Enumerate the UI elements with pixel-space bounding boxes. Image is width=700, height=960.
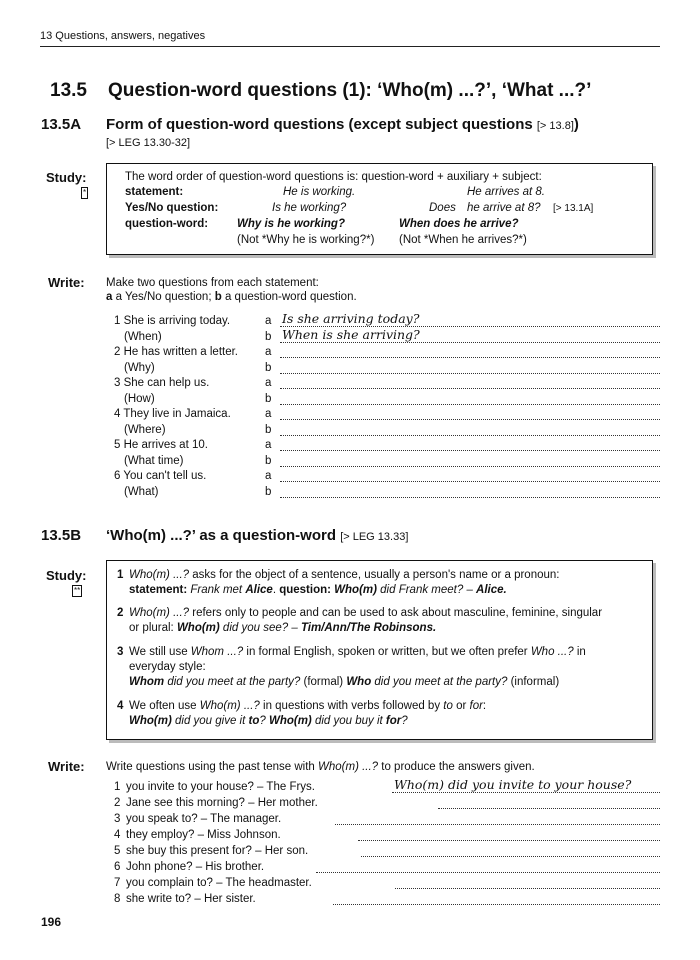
write-label-a: Write: bbox=[48, 275, 85, 290]
statement-example-2: He arrives at 8. bbox=[467, 186, 545, 198]
part-b-heading bbox=[41, 527, 408, 544]
exercise-b-number: 4 bbox=[114, 829, 121, 841]
difficulty-star-icon: ** bbox=[74, 586, 81, 595]
exercise-a-letter: b bbox=[265, 392, 272, 405]
exercise-b-line bbox=[114, 829, 660, 844]
exercise-b-number: 2 bbox=[114, 797, 121, 809]
yesno-label: Yes/No question: bbox=[125, 202, 219, 214]
answer-blank[interactable] bbox=[280, 470, 660, 482]
study-b-point-4: 4 We often use Who(m) ...? in questions with verbs followed by to or for: Who(m) did you give it to? Who(m) did you buy it for? bbox=[117, 700, 487, 727]
answer-blank[interactable] bbox=[358, 829, 660, 841]
question-word-label: question-word: bbox=[125, 218, 209, 230]
study-label-b: Study: bbox=[46, 568, 87, 583]
page-number: 196 bbox=[41, 915, 62, 929]
exercise-a-cue: (When) bbox=[124, 330, 162, 343]
header-rule bbox=[40, 46, 660, 47]
answer-blank[interactable] bbox=[280, 393, 660, 405]
part-a-heading bbox=[41, 116, 579, 133]
study-a-intro: The word order of question-word questions is: question-word + auxiliary + subject: bbox=[125, 171, 542, 183]
exercise-a-line bbox=[114, 470, 660, 485]
part-b-ref: [> LEG 13.33] bbox=[340, 531, 409, 543]
handwritten-answer: Who(m) did you invite to your house? bbox=[394, 777, 632, 792]
exercise-a-letter: a bbox=[265, 346, 272, 358]
exercise-a-cue: (Where) bbox=[124, 423, 166, 436]
exercise-a-letter: b bbox=[265, 454, 272, 467]
exercise-a-letter: b bbox=[265, 485, 272, 498]
exercise-a-line bbox=[114, 377, 660, 392]
exercise-a-statement: 5 He arrives at 10. bbox=[114, 439, 208, 451]
answer-blank[interactable] bbox=[280, 408, 660, 420]
part-a-ref: [> 13.8] bbox=[536, 120, 574, 132]
exercise-a-statement: 6 You can't tell us. bbox=[114, 470, 207, 482]
yesno-example-1: Is he working? bbox=[272, 202, 347, 214]
study-b-point-1: 1 Who(m) ...? asks for the object of a sentence, usually a person's name or a pronoun: statement: Frank met Alice. question: Who(m) did Frank meet? – Alice. bbox=[117, 569, 560, 596]
exercise-a-line bbox=[114, 362, 660, 377]
statement-example-1: He is working. bbox=[283, 186, 356, 198]
exercise-b-prompt: she buy this present for? – Her son. bbox=[126, 845, 309, 857]
part-a-title: Form of question-word questions (except subject questions bbox=[106, 116, 533, 133]
exercise-a-letter: a bbox=[265, 377, 272, 389]
exercise-a-line bbox=[114, 455, 660, 470]
answer-blank[interactable] bbox=[280, 486, 660, 498]
exercise-a-letter: a bbox=[265, 408, 272, 420]
exercise-a-cue: (How) bbox=[124, 392, 155, 405]
handwritten-answer: Is she arriving today? bbox=[282, 311, 420, 326]
exercise-a-letter: a bbox=[265, 315, 272, 327]
exercise-b-number: 8 bbox=[114, 893, 121, 905]
exercise-a-statement: 3 She can help us. bbox=[114, 377, 210, 389]
exercise-a-letter: a bbox=[265, 439, 272, 451]
study-box-b bbox=[106, 560, 653, 740]
exercise-b-prompt: you complain to? – The headmaster. bbox=[126, 877, 312, 889]
statement-label: statement: bbox=[125, 186, 184, 198]
difficulty-star-icon: * bbox=[83, 188, 87, 197]
part-a-leg-ref: [> LEG 13.30-32] bbox=[106, 137, 191, 149]
section-number: 13.5 bbox=[50, 80, 87, 101]
answer-blank[interactable] bbox=[280, 424, 660, 436]
exercise-b-number: 7 bbox=[114, 877, 121, 889]
exercise-a-letter: b bbox=[265, 361, 272, 374]
answer-blank[interactable] bbox=[333, 893, 660, 905]
part-b-title: ‘Who(m) ...?’ as a question-word bbox=[106, 527, 337, 544]
answer-blank[interactable] bbox=[280, 439, 660, 451]
part-b-number: 13.5B bbox=[41, 527, 82, 544]
answer-blank[interactable] bbox=[280, 377, 660, 389]
exercise-b-prompt: you invite to your house? – The Frys. bbox=[126, 781, 315, 793]
exercise-a-line bbox=[114, 439, 660, 454]
exercise-b-number: 1 bbox=[114, 781, 121, 793]
exercise-b-line bbox=[114, 813, 660, 828]
yesno-example-2: he arrive at 8? bbox=[467, 202, 541, 214]
answer-blank[interactable] bbox=[280, 326, 660, 343]
exercise-a-letter: a bbox=[265, 470, 272, 482]
exercise-a-statement: 1 She is arriving today. bbox=[114, 315, 231, 327]
section-title bbox=[50, 80, 591, 102]
exercise-b-line bbox=[114, 797, 660, 812]
exercise-a-line bbox=[114, 486, 660, 501]
study-box-a bbox=[106, 163, 653, 255]
exercise-b-line bbox=[114, 861, 660, 876]
exercise-b-line bbox=[114, 877, 660, 892]
exercise-a-statement: 2 He has written a letter. bbox=[114, 346, 239, 358]
write-b-instruction: Write questions using the past tense with Who(m) ...? to produce the answers given. bbox=[106, 761, 535, 773]
not-example-2: (Not *When he arrives?*) bbox=[399, 234, 527, 246]
exercise-b-number: 6 bbox=[114, 861, 121, 873]
not-example-1: (Not *Why he is working?*) bbox=[237, 234, 375, 246]
answer-blank[interactable] bbox=[335, 813, 660, 825]
exercise-a-line bbox=[114, 424, 660, 439]
exercise-b-prompt: she write to? – Her sister. bbox=[126, 893, 256, 905]
answer-blank[interactable] bbox=[438, 797, 660, 809]
study-b-point-2: 2 Who(m) ...? refers only to people and can be used to ask about masculine, feminine, singular or plural: Who(m) did you see? – Tim/Ann/The Robinsons. bbox=[117, 607, 603, 634]
part-a-close: ) bbox=[573, 116, 579, 133]
exercise-a-line bbox=[114, 346, 660, 361]
exercise-a-cue: (What) bbox=[124, 485, 159, 498]
write-a-instruction-1: Make two questions from each statement: bbox=[106, 277, 319, 289]
answer-blank[interactable] bbox=[280, 362, 660, 374]
answer-blank[interactable] bbox=[280, 311, 660, 327]
exercise-b-line bbox=[114, 845, 660, 860]
write-a-instruction-2: a a Yes/No question; b a question-word question. bbox=[106, 291, 357, 303]
exercise-a-letter: b bbox=[265, 330, 272, 343]
exercise-b-line bbox=[114, 893, 660, 908]
running-head: 13 Questions, answers, negatives bbox=[40, 30, 206, 42]
study-b-point-3: 3 We still use Whom ...? in formal English, spoken or written, but we often prefer Who ...? in everyday style: Whom did you meet at the party? (formal) Who did you meet at the party? (informal) bbox=[117, 646, 586, 688]
exercise-b-line bbox=[114, 777, 660, 796]
exercise-a-cue: (What time) bbox=[124, 454, 184, 467]
part-a-number: 13.5A bbox=[41, 116, 82, 133]
exercise-a-line bbox=[114, 393, 660, 408]
answer-blank[interactable] bbox=[280, 346, 660, 358]
exercise-b-number: 5 bbox=[114, 845, 121, 857]
study-label-a: Study: bbox=[46, 170, 87, 185]
answer-blank[interactable] bbox=[395, 877, 660, 889]
write-label-b: Write: bbox=[48, 759, 85, 774]
question-word-example-2: When does he arrive? bbox=[399, 218, 519, 230]
exercise-a-statement: 4 They live in Jamaica. bbox=[114, 408, 231, 420]
exercise-a-line bbox=[114, 326, 660, 346]
exercise-b-prompt: they employ? – Miss Johnson. bbox=[126, 829, 281, 841]
section-title-text: Question-word questions (1): ‘Who(m) ...?’, ‘What ...?’ bbox=[108, 80, 592, 101]
exercise-b-prompt: you speak to? – The manager. bbox=[126, 813, 282, 825]
exercise-a-letter: b bbox=[265, 423, 272, 436]
answer-blank[interactable] bbox=[316, 861, 660, 873]
exercise-b-prompt: Jane see this morning? – Her mother. bbox=[126, 797, 318, 809]
yesno-ref: [> 13.1A] bbox=[553, 203, 594, 214]
exercise-a-line bbox=[114, 408, 660, 423]
exercise-a-cue: (Why) bbox=[124, 361, 155, 374]
answer-blank[interactable] bbox=[280, 455, 660, 467]
answer-blank[interactable] bbox=[361, 845, 660, 857]
yesno-example-2-does: Does bbox=[429, 202, 456, 214]
question-word-example-1: Why is he working? bbox=[237, 218, 345, 230]
exercise-b-number: 3 bbox=[114, 813, 121, 825]
handwritten-answer: When is she arriving? bbox=[282, 326, 420, 342]
exercise-b-prompt: John phone? – His brother. bbox=[126, 861, 265, 873]
answer-blank[interactable] bbox=[392, 777, 660, 793]
